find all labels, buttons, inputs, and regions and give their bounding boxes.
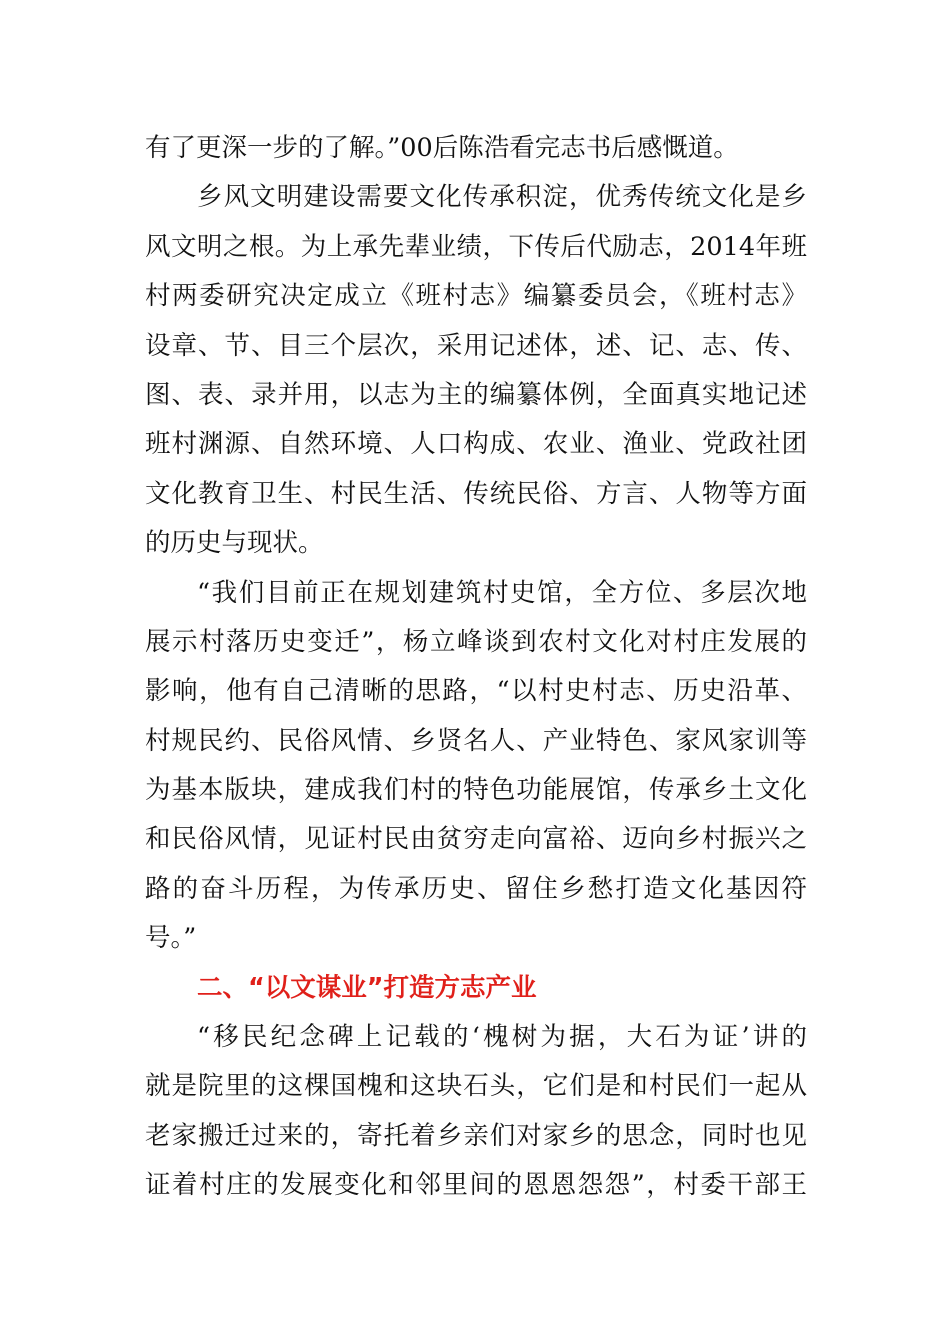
text-line: 路的奋斗历程，为传承历史、留住乡愁打造文化基因符 [145,873,807,904]
text-line: 设章、节、目三个层次，采用记述体，述、记、志、传、 [145,330,807,361]
text-line: 就是院里的这棵国槐和这块石头，它们是和村民们一起从 [145,1071,807,1102]
text-line: 班村渊源、自然环境、人口构成、农业、渔业、党政社团 [145,429,807,460]
text-line: 老家搬迁过来的，寄托着乡亲们对家乡的思念，同时也见 [145,1120,807,1151]
text-line: “我们目前正在规划建筑村史馆，全方位、多层次地 [197,577,807,608]
text-line: 展示村落历史变迁”，杨立峰谈到农村文化对村庄发展的 [145,626,807,657]
text-line: “移民纪念碑上记载的‘槐树为据，大石为证’讲的 [197,1022,807,1053]
section-heading: 二、“以文谋业”打造方志产业 [197,972,537,1003]
text-line: 图、表、录并用，以志为主的编纂体例，全面真实地记述 [145,379,807,410]
text-line: 村两委研究决定成立《班村志》编纂委员会，《班村志》 [145,281,807,312]
text-line: 和民俗风情，见证村民由贫穷走向富裕、迈向乡村振兴之 [145,824,807,855]
text-line: 乡风文明建设需要文化传承积淀，优秀传统文化是乡 [197,182,807,213]
text-line: 影响，他有自己清晰的思路，“以村史村志、历史沿革、 [145,676,807,707]
text-line: 为基本版块，建成我们村的特色功能展馆，传承乡土文化 [145,775,807,806]
text-line: 风文明之根。为上承先辈业绩，下传后代励志，2014年班 [145,231,807,262]
text-line: 村规民约、民俗风情、乡贤名人、产业特色、家风家训等 [145,725,807,756]
text-line: 有了更深一步的了解。”00后陈浩看完志书后感慨道。 [145,133,739,163]
text-line: 证着村庄的发展变化和邻里间的恩恩怨怨”，村委干部王 [145,1170,807,1201]
text-line: 的历史与现状。 [145,528,324,559]
text-line: 号。” [145,923,197,954]
text-line: 文化教育卫生、村民生活、传统民俗、方言、人物等方面 [145,478,807,509]
document-page [145,124,807,1211]
